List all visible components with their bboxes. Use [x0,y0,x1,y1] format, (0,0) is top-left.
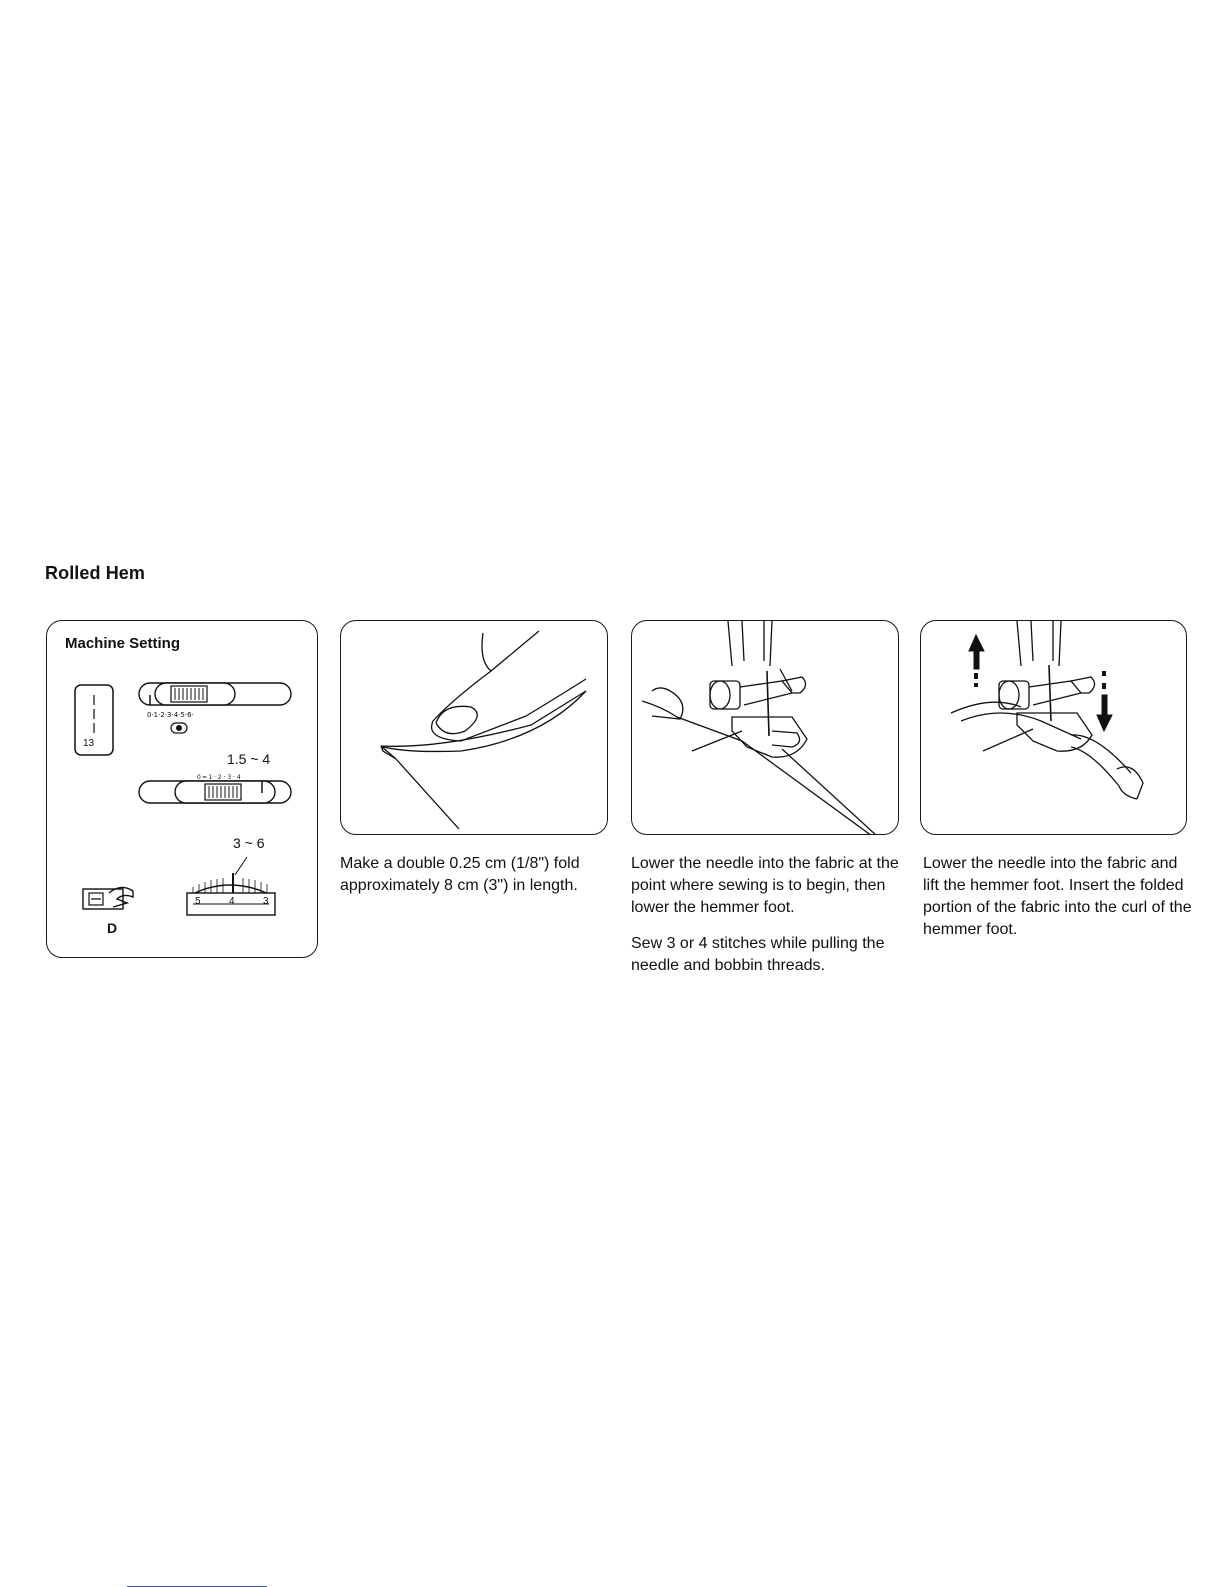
machine-setting-panel [46,620,318,958]
hemmer-insert-drawing [921,621,1187,835]
tension-range: 3 ~ 6 [233,835,265,851]
step-3-text: Lower the needle into the fabric and lift the hemmer foot. Insert the folded portion of the fabric into the curl of the hemmer foot. [923,855,1192,938]
presser-foot-icon [83,887,133,909]
step-2-illustration [631,620,899,835]
stitch-width-slider-icon [139,774,291,803]
stitch-width-range: 1.5 ~ 4 [227,751,271,767]
step-1-illustration [340,620,608,835]
tension-dial-center: 4 [229,896,235,907]
step-2-text: Lower the needle into the fabric at the point where sewing is to begin, then lower the hemmer foot. [631,855,899,916]
fabric-fold-drawing [341,621,608,835]
machine-setting-diagram [47,621,318,958]
step-2-caption [631,853,903,991]
step-3-illustration [920,620,1187,835]
svg-text:0 ━ 1 · 2 · 3 · 4: 0 ━ 1 · 2 · 3 · 4 [197,774,241,781]
step-1-text: Make a double 0.25 cm (1/8") fold approximately 8 cm (3") in length. [340,855,580,894]
step-1-caption [340,853,612,911]
stitch-length-slider-icon [139,683,291,733]
svg-text:0·1·2·3·4·5·6·: 0·1·2·3·4·5·6· [147,711,194,719]
step-2-text-2: Sew 3 or 4 stitches while pulling the needle and bobbin threads. [631,935,885,974]
presser-foot-label: D [107,920,118,936]
step-3-caption [923,853,1193,955]
machine-setting-title: Machine Setting [65,635,181,652]
section-title: Rolled Hem [45,563,146,583]
tension-dial-left: 5 [195,896,201,907]
pattern-number: 13 [83,738,95,749]
needle-lowered-drawing [632,621,899,835]
tension-dial-right: 3 [263,896,269,907]
